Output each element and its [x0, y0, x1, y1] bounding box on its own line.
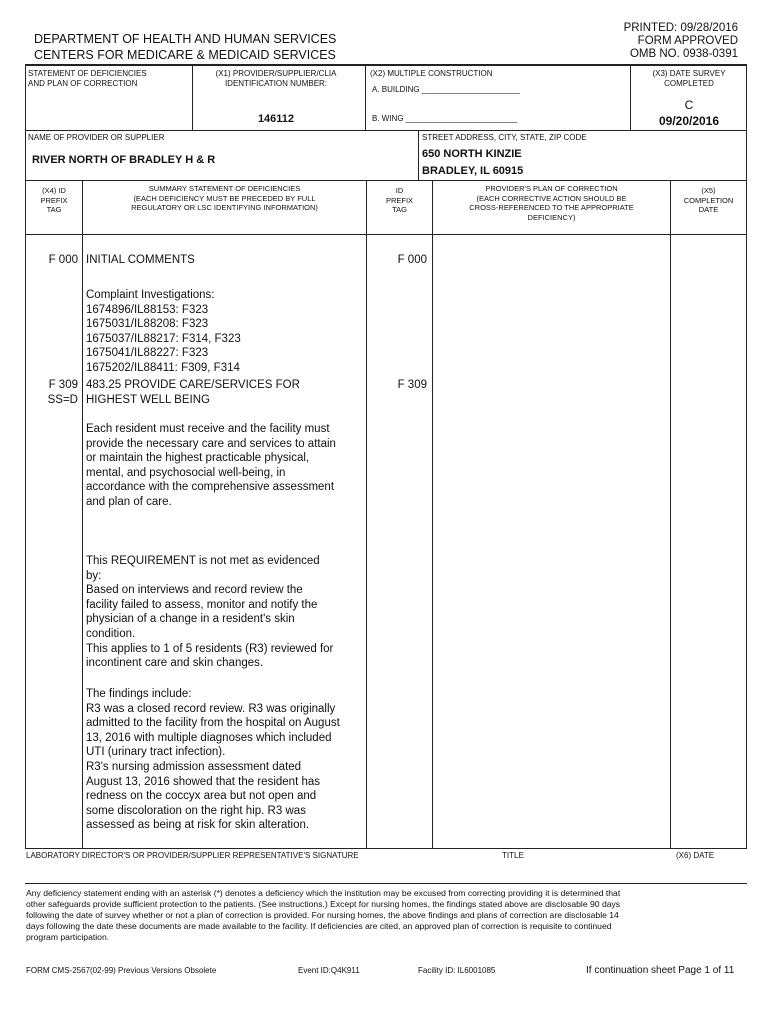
tag-f000: F 000 — [48, 254, 78, 266]
signature-rule — [25, 848, 747, 849]
col-head-plan: PROVIDER'S PLAN OF CORRECTION (EACH CORRECTIVE ACTION SHOULD BE CROSS-REFERENCED TO THE APPROPRIATE DEFICIENCY) — [469, 184, 634, 222]
tag-f309: F 309 SS=D — [47, 379, 78, 406]
agency-line-2: CENTERS FOR MEDICARE & MEDICAID SERVICES — [34, 48, 336, 62]
f309-title: 483.25 PROVIDE CARE/SERVICES FOR HIGHEST WELL BEING — [86, 379, 300, 406]
col-head-x5: (X5) COMPLETION DATE — [683, 186, 734, 214]
col-divider-1 — [82, 180, 83, 848]
tag-f000-plan: F 000 — [397, 254, 427, 266]
findings-text: The findings include: R3 was a closed record review. R3 was originally admitted to the facility from the hospital on August 13, 2016 with multiple diagnoses which included UTI (urinary tract infection). R3's nursing admission assessment dated August 13, 2016 showed that the resident has redness on the coccyx area but not open and some discoloration on the right hip. R3 was assessed as being at risk for skin alteration. — [86, 688, 340, 832]
col-head-id: ID PREFIX TAG — [385, 186, 414, 214]
disclosure-footnote: Any deficiency statement ending with an asterisk (*) denotes a deficiency which the institution may be excused from correcting providing it is determined that other safeguards provide sufficient protection to the patients. (See instructions.) Except for nursing homes, the findings stated above are disclosable 90 days following the date of survey whether or not a plan of correction is provided. For nursing homes, the above findings and plans of correction are disclosable 14 days following the date these documents are made available to the facility. If deficiencies are cited, an approved plan of correction is requisite to continued program participation. — [26, 888, 621, 942]
date-survey-value: 09/20/2016 — [658, 114, 720, 128]
footnote-rule — [25, 883, 747, 884]
printed-date: PRINTED: 09/28/2016 — [623, 22, 738, 34]
col-divider-4 — [670, 180, 671, 848]
row1-divider-3 — [630, 64, 631, 130]
address-line-2: BRADLEY, IL 60915 — [422, 165, 524, 177]
signature-date: (X6) DATE — [676, 851, 715, 860]
omb-number: OMB NO. 0938-0391 — [629, 48, 738, 60]
event-id: Event ID:Q4K911 — [298, 966, 360, 975]
page-number: If continuation sheet Page 1 of 11 — [586, 965, 735, 976]
col-divider-3 — [432, 180, 433, 848]
top-rule — [25, 64, 747, 66]
building-label: A. BUILDING ______________________ — [372, 85, 520, 94]
facility-id: Facility ID: IL6001085 — [418, 966, 496, 975]
provider-id-label: (X1) PROVIDER/SUPPLIER/CLIA IDENTIFICATION NUMBER: — [215, 69, 337, 88]
provider-name-label: NAME OF PROVIDER OR SUPPLIER — [28, 133, 165, 142]
colhead-rule — [25, 234, 747, 235]
col-head-summary: SUMMARY STATEMENT OF DEFICIENCIES (EACH DEFICIENCY MUST BE PRECEDED BY FULL REGULATORY OR LSC IDENTIFYING INFORMATION) — [131, 184, 318, 212]
requirement-text: Each resident must receive and the facility must provide the necessary care and services to attain or maintain the highest practicable physical, mental, and psychosocial well-being, in accordance with the comprehensive assessment and plan of care. — [86, 423, 336, 508]
col-divider-2 — [366, 180, 367, 848]
address-label: STREET ADDRESS, CITY, STATE, ZIP CODE — [422, 133, 587, 142]
provider-name: RIVER NORTH OF BRADLEY H & R — [32, 154, 216, 166]
date-survey-label: (X3) DATE SURVEY COMPLETED — [652, 69, 726, 88]
agency-header — [34, 31, 336, 63]
form-number: FORM CMS-2567(02-99) Previous Versions Obsolete — [26, 966, 217, 975]
row1-rule — [25, 130, 747, 131]
multiple-construction-label: (X2) MULTIPLE CONSTRUCTION — [370, 69, 493, 78]
col-head-x4: (X4) ID PREFIX TAG — [40, 186, 68, 214]
complaint-investigations: Complaint Investigations: 1674896/IL88153: F323 1675031/IL88208: F323 1675037/IL88217: F314, F323 1675041/IL88227: F323 1675202/IL88411: F309, F314 — [86, 289, 241, 374]
form-approved: FORM APPROVED — [637, 35, 738, 47]
provider-id-number: 146112 — [257, 113, 295, 125]
wing-label: B. WING _________________________ — [372, 114, 518, 123]
row1-divider-1 — [192, 64, 193, 130]
signature-label: LABORATORY DIRECTOR'S OR PROVIDER/SUPPLIER REPRESENTATIVE'S SIGNATURE — [26, 851, 359, 860]
agency-line-1: DEPARTMENT OF HEALTH AND HUMAN SERVICES — [34, 32, 337, 46]
row2-rule — [25, 180, 747, 181]
address-line-1: 650 NORTH KINZIE — [422, 148, 522, 160]
initial-comments: INITIAL COMMENTS — [86, 254, 195, 266]
form-approval-block — [624, 22, 738, 61]
statement-label: STATEMENT OF DEFICIENCIES AND PLAN OF CORRECTION — [28, 69, 147, 88]
tag-f309-plan: F 309 — [397, 379, 427, 391]
not-met-text: This REQUIREMENT is not met as evidenced by: Based on interviews and record review the facility failed to assess, monitor and notify the physician of a change in a resident's skin condition. This applies to 1 of 5 residents (R3) reviewed for incontinent care and skin changes. — [86, 555, 334, 670]
row1-divider-2 — [365, 64, 366, 130]
row2-divider — [418, 130, 419, 180]
date-survey-code: C — [684, 98, 694, 112]
left-border — [25, 64, 26, 848]
signature-title: TITLE — [502, 851, 524, 860]
right-border — [746, 64, 747, 848]
